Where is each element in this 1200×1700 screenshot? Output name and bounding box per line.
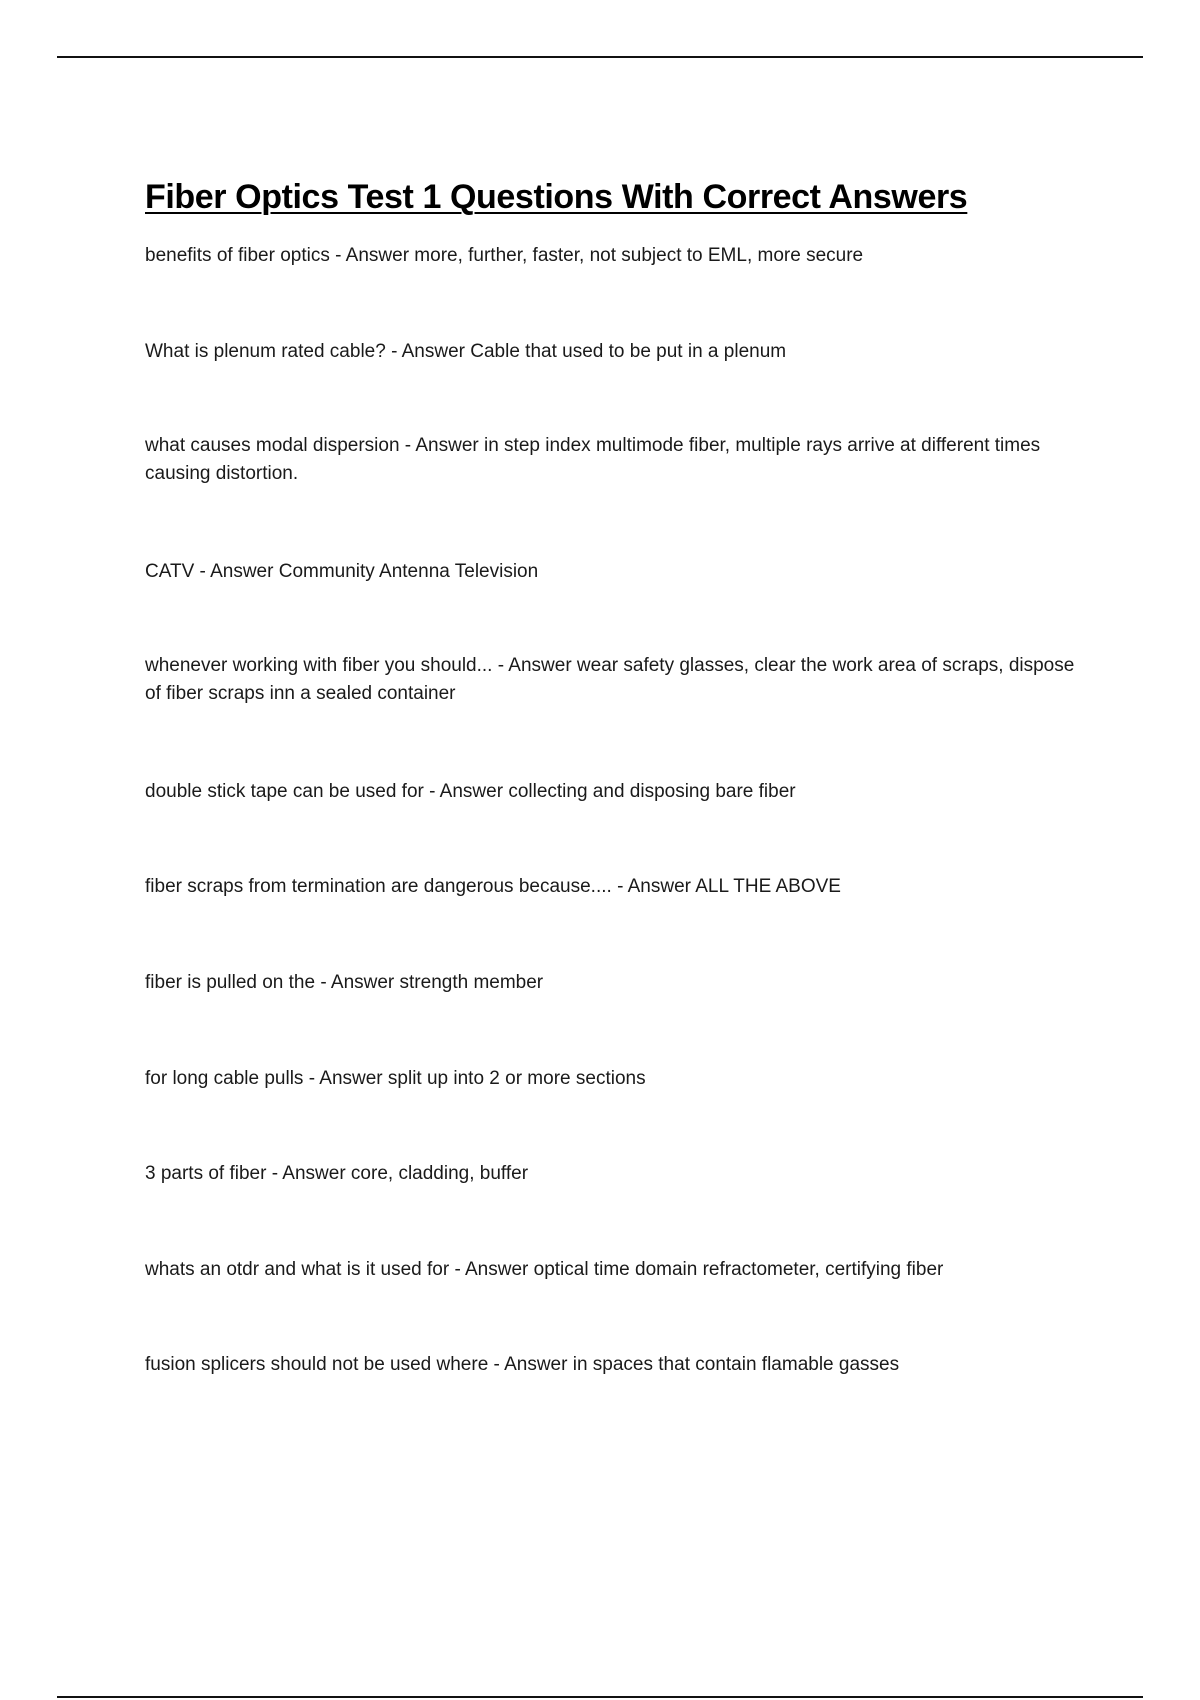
- qa-item-9: for long cable pulls - Answer split up into 2 or more sections: [145, 1068, 646, 1089]
- qa-item-2: What is plenum rated cable? - Answer Cable that used to be put in a plenum: [145, 341, 787, 362]
- qa-item-12: fusion splicers should not be used where - Answer in spaces that contain flamable gasses: [145, 1354, 900, 1375]
- top-rule: [57, 56, 1143, 58]
- bottom-rule: [57, 1696, 1143, 1698]
- qa-item-3: what causes modal dispersion - Answer in step index multimode fiber, multiple rays arrive at different times causing distortion.: [145, 435, 1041, 484]
- qa-item-7: fiber scraps from termination are dangerous because.... - Answer ALL THE ABOVE: [145, 876, 841, 897]
- qa-item-5: whenever working with fiber you should... - Answer wear safety glasses, clear the work area of scraps, dispose of fiber scraps inn a sealed container: [145, 655, 1075, 704]
- qa-item-1: benefits of fiber optics - Answer more, further, faster, not subject to EML, more secure: [145, 245, 864, 266]
- qa-item-4: CATV - Answer Community Antenna Television: [145, 561, 539, 582]
- qa-item-10: 3 parts of fiber - Answer core, cladding, buffer: [145, 1163, 529, 1184]
- qa-item-6: double stick tape can be used for - Answer collecting and disposing bare fiber: [145, 781, 796, 802]
- document-title: Fiber Optics Test 1 Questions With Correct Answers: [145, 178, 968, 216]
- qa-item-11: whats an otdr and what is it used for - Answer optical time domain refractometer, certifying fiber: [145, 1259, 944, 1280]
- qa-item-8: fiber is pulled on the - Answer strength member: [145, 972, 544, 993]
